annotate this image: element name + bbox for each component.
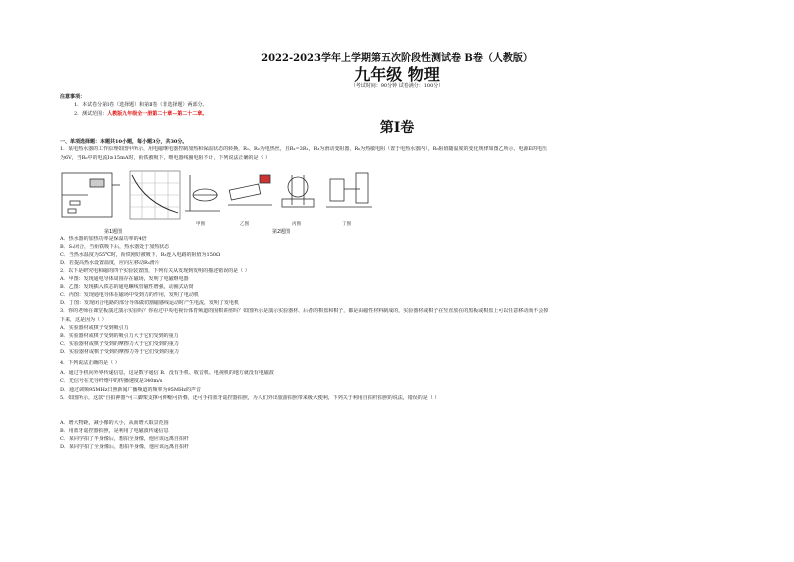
volume-title: 第Ⅰ卷 [379, 120, 415, 136]
q1-option-c: C．当热水温度为55℃时，衔铁刚好被吸下，R₃连入电路的阻值为150Ω [60, 252, 221, 258]
fig-label-bing: 丙图 [292, 222, 301, 227]
q3-stem-line1: 3．你的老师在课堂板演过演示实验吗？你看过中央电视台体育频道的围棋讲座吗？如图所示是演示实验器材、后者的棋盘和棋子，都是由磁性材料制成的，实验器材或棋子在竖直放在的黑板或棋盘上可以任意移动而不会掉 [60, 308, 549, 314]
q5-option-d: D．某同学拍了全身像后，想拍半身像，他应该远离自拍杆 [60, 444, 190, 450]
experiment-jia [185, 175, 220, 211]
note-item-2-prefix: 2．测试范围： [74, 111, 108, 117]
note-item-2-scope: 人教版九年级全一册第二十章—第二十二章。 [107, 111, 208, 117]
q3-stem-line2: 下来，这是因为（ ） [60, 317, 107, 323]
section-title: 一、单项选择题：本题共10小题，每小题3分，共30分。 [60, 139, 188, 145]
q2-option-a: A．甲图：发现通电导体周围存在磁场，发明了电磁继电器 [60, 276, 189, 282]
note-item-1: 1．本试卷分第Ⅰ卷（选择题）和第Ⅱ卷（非选择题）两部分。 [74, 102, 208, 108]
q3-option-a: A．实验器材或棋子受到吸引力 [60, 325, 129, 331]
q4-option-d: D．通过调频95MHz日照新闻广播频道的频率为95MHz的声音 [60, 387, 201, 393]
q1-option-b: B．S₁闭合，当衔铁吸下后，热水器处于加热状态 [60, 244, 170, 250]
experiment-yi [228, 175, 272, 205]
fig-caption-1: 第1题图 [104, 229, 123, 235]
q5-option-c: C．某同学拍了半身像后，想拍全身像，他应该远离自拍杆 [60, 436, 189, 442]
fig-label-jia: 甲图 [196, 222, 205, 227]
q2-stem: 2．以下是研究电和磁的四个实验装置图，下列有关从发现到发明的描述错误的是（ ） [60, 268, 250, 274]
experiment-ding [326, 173, 372, 207]
q1-stem-line2: 为6V，当R₀中的电流I≥15mA时，衔铁被吸下，继电器线圈电阻不计，下列说法正确的是（ ） [60, 155, 271, 161]
note-item-2 [74, 110, 207, 117]
q3-option-c: C．实验器材或棋子受到的摩擦力大于它们受到的重力 [60, 341, 179, 347]
fig-label-ding: 丁图 [342, 222, 351, 227]
fig-caption-2: 第2题图 [272, 229, 291, 235]
q2-option-d: D．丁图：发现闭合电路的部分导体做切割磁感线运动时产生电流，发明了发电机 [60, 300, 240, 306]
q2-option-c: C．丙图：发现通电导体在磁场中受到力的作用，发明了电动机 [60, 292, 199, 298]
circuit-figure [62, 173, 120, 217]
q3-option-b: B．实验器材或棋子受到的吸引力大于它们受到的重力 [60, 333, 179, 339]
q1-option-d: D．若提高热水设置温度，应向左移动R₃滑片 [60, 260, 160, 266]
q4-stem: 4．下列说法正确的是（ ） [60, 360, 120, 366]
q1-option-a: A．热水器的加热功率是保温功率的4倍 [60, 236, 147, 242]
q5-option-b: B．用蓝牙遥控器拍照，是利用了电磁波传递信息 [60, 428, 169, 434]
experiment-bing [282, 175, 314, 207]
q4-option-ab: A．通过手机向外界传递信息，这是数字通信 B．没有手机、收音机、电视机的地方就没有电磁波 [60, 370, 274, 376]
resistance-graph [130, 171, 180, 219]
figure-area [60, 165, 740, 235]
q5-stem: 5．如图所示，这款"自拍神器"可三脚架支撑可伸缩可折叠，还可手持蓝牙遥控器拍照，为人们外出旅游拍照带来极大便利，下列关于利用自拍杆拍照的说法，错误的是（ ） [60, 395, 440, 401]
q5-option-a: A．增大物距，减小像的大小，从而增大取景范围 [60, 420, 169, 426]
fig-label-yi: 乙图 [240, 222, 249, 227]
exam-info: （考试时间：90分钟 试卷满分：100分） [350, 83, 444, 89]
q1-stem-line1: 1．某电热水器的工作原理如图甲所示，用电磁继电器控制加热和保温状态的转换，R₁、R₂为电热丝，且R₂=3R₁，R₃为滑动变阻器，R₀为热敏电阻（置于电热水器内），R₀阻值随温度的变化规律如图乙所示，电源E的电压 [60, 146, 548, 152]
exam-title: 2022-2023学年上学期第五次阶段性测试卷 B卷（人教版） [261, 53, 533, 64]
q2-option-b: B．乙图：发现插入铁芯的通电螺线管磁性增强，动圈式话筒 [60, 284, 194, 290]
exam-subtitle: 九年级 物理 [354, 65, 440, 84]
q3-option-d: D．实验器材或棋子受到的摩擦力等于它们受到的重力 [60, 349, 180, 355]
q4-option-c: C．光信号在光导纤维中的传播速度是340m/s [60, 378, 163, 384]
figures-svg [60, 165, 740, 235]
notes-heading: 注意事项： [60, 94, 86, 100]
